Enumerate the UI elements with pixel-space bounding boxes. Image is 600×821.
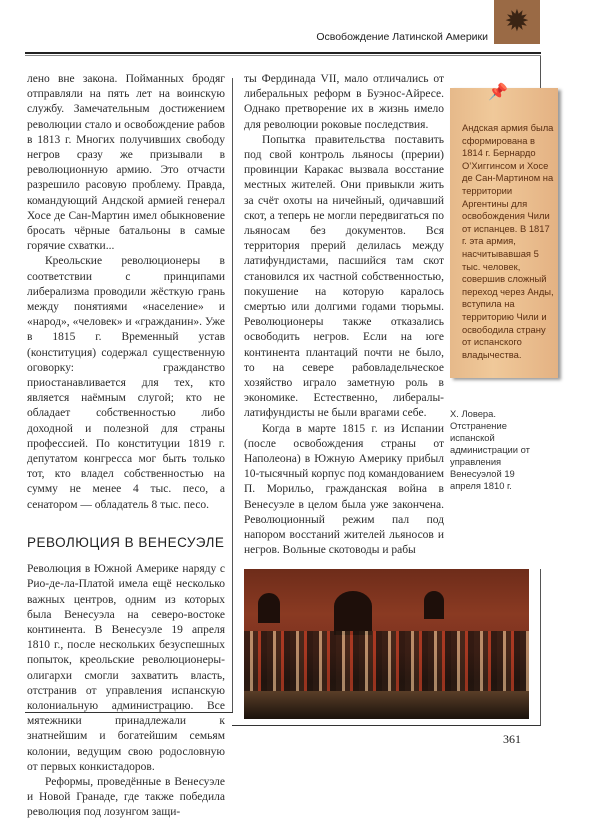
page-number: 361 (503, 731, 521, 746)
paragraph: Попытка правительства поставить под свой контроль льяносы (прерии) провинции Каракас вызвала восстание местных жителей. Они привыкли жить за счёт охоты на ничейный, одичавший скот, а теперь не могли передвигаться по льяносам без документов. Вся территория прерий делилась между латифундистами, пасшийся там скот становился их частной собственностью, покушение на которую каралось смертью или долгими годами тюрьмы. Революционеры также отказались освободить негров. Если на юге континента плантаций почти не было, то на севере рабовладельческое хозяйство играло заметную роль в экономике. Естественно, либералы-латифундисты не были врагами себе. (244, 133, 444, 420)
paragraph: Реформы, проведённые в Венесуэле и Новой Гранаде, где также победила революция под лозунгом защи- (27, 775, 225, 819)
paragraph: Революция в Южной Америке наряду с Рио-де-ла-Платой имела ещё несколько важных центров, одним из которых была Венесуэла на северо-востоке континента. В Венесуэле 19 апреля 1810 г., после нескольких безуспешных попыток, креольские революционеры-олигархи смогли захватить власть, отстранив от управления испанскую колониальную администрацию. Все мятежники принадлежали к знатнейшим и богатейшим семьям колонии, ведущим свою родословную от первых конкистадоров. (27, 563, 225, 773)
right-column (450, 84, 562, 492)
left-column (27, 72, 225, 821)
sidebar-note (450, 84, 558, 378)
arch-window (424, 591, 444, 619)
paragraph: Когда в марте 1815 г. из Испании (после освобождения страны от Наполеона) в Южную Америку прибыл 10-тысячный корпус под командованием П. Морильо, гражданская война в Венесуэле в целом была уже закончена. Революционный режим пал под напором восстаний жителей льяносов и негров. Вольные скотоводы и рабы (244, 422, 444, 557)
paragraph: Креольские революционеры в соответствии с принципами либерализма проводили жёсткую грань между понятиями «население» и «народ», «человек» и «гражданин». Уже в 1815 г. Временный устав (конституция) содержал существенную оговорку: гражданство приостанавливается для тех, кто является наёмным слугой; кто не обладает собственностью либо доходной и полезной для страны профессией. По конституции 1819 г. депутатом конгресса мог быть только тот, кто владел собственностью на сумму не менее 4 тыс. песо, а сенатором — обладатель 8 тыс. песо. (27, 255, 225, 511)
pushpin-icon: 📌 (488, 84, 508, 101)
figure-frame (232, 569, 541, 726)
sun-emblem-icon: ✹ (494, 0, 540, 44)
arch-doorway (334, 591, 372, 635)
paragraph: лено вне закона. Пойманных бродяг отправляли на пять лет на воинскую службу. Замечательным достижением революции стало и освобождение рабов в 1813 г. Многих получивших свободу негров сразу же призывали в революционную армию. Это отчасти разрешило расовую проблему. Правда, командующий Андской армией генерал Хосе де Сан-Мартин имел обыкновение бросать чёрные батальоны в самые горячие схватки... (27, 73, 225, 253)
header-rule (25, 52, 541, 54)
floor (244, 691, 529, 719)
crowd (244, 631, 529, 691)
sidebar-note-text: Андская армия была сформирована в 1814 г. Бернардо О’Хиггинсом и Хосе де Сан-Мартином на территории Аргентины для освобождения Чили от испанцев. В 1817 г. эта армия, насчитывавшая 5 тыс. человек, совершив сложный переход через Анды, вступила на территорию Чили и освободила страну от испанского владычества. (462, 122, 554, 360)
arch-window (258, 593, 280, 623)
figure-caption: Х. Ловера. Отстранение испанской администрации от управления Венесуэлой 19 апреля 1810 г. (450, 408, 530, 491)
header-rule-thin (25, 55, 541, 56)
paragraph: ты Фердинада VII, мало отличались от либеральных реформ в Буэнос-Айресе. Однако претворение их в жизнь имело для революции роковые последствия. (244, 73, 444, 131)
section-heading: РЕВОЛЮЦИЯ В ВЕНЕСУЭЛЕ (27, 534, 225, 550)
running-title: Освобождение Латинской Америки (316, 31, 488, 43)
middle-column (244, 72, 444, 559)
painting-image (244, 569, 529, 719)
